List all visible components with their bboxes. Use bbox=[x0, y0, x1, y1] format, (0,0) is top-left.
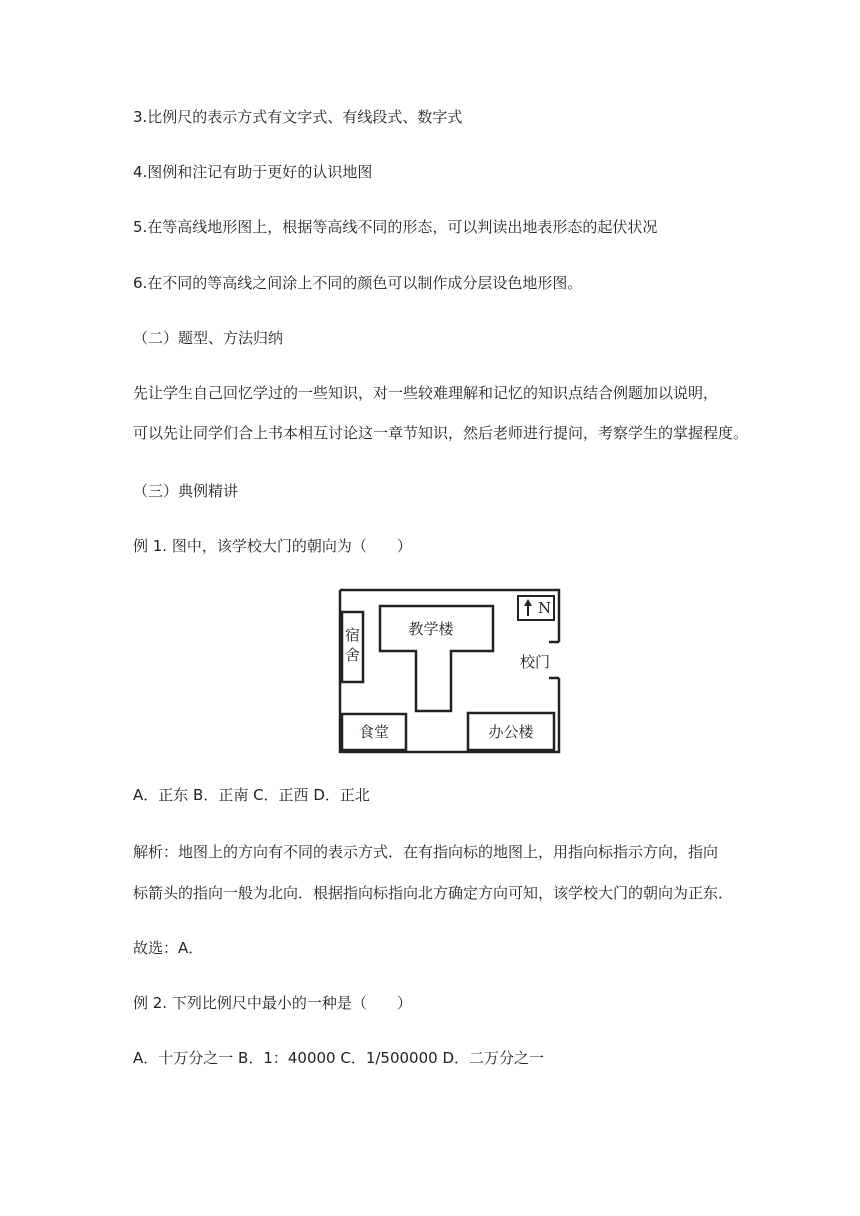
point-6: 6.在不同的等高线之间涂上不同的颜色可以制作成分层设色地形图。 bbox=[133, 274, 583, 292]
office-building-label: 办公楼 bbox=[488, 723, 534, 741]
school-map-figure bbox=[333, 586, 569, 756]
method-paragraph-line-1: 先让学生自己回忆学过的一些知识，对一些较难理解和记忆的知识点结合例题加以说明， bbox=[133, 384, 719, 402]
north-label: N bbox=[538, 599, 552, 617]
teaching-building-label: 教学楼 bbox=[408, 620, 454, 638]
answer-line: 故选：A． bbox=[133, 939, 204, 957]
point-4: 4.图例和注记有助于更好的认识地图 bbox=[133, 163, 373, 181]
gate-label: 校门 bbox=[519, 653, 551, 671]
point-3: 3.比例尺的表示方式有文字式、有线段式、数字式 bbox=[133, 108, 463, 126]
example-1-question: 例 1. 图中，该学校大门的朝向为（ ） bbox=[133, 537, 412, 555]
analysis-line-1: 解析：地图上的方向有不同的表示方式．在有指向标的地图上，用指向标指示方向，指向 bbox=[133, 843, 719, 861]
dorm-label-2: 舍 bbox=[344, 646, 361, 664]
school-map-svg bbox=[333, 586, 569, 756]
analysis-line-2: 标箭头的指向一般为北向．根据指向标指向北方确定方向可知，该学校大门的朝向为正东． bbox=[133, 884, 734, 902]
example-2-options: A．十万分之一 B．1：40000 C．1/500000 D．二万分之一 bbox=[133, 1049, 545, 1067]
method-paragraph-line-2: 可以先让同学们合上书本相互讨论这一章节知识，然后老师进行提问，考察学生的掌握程度。 bbox=[133, 424, 749, 442]
point-5: 5.在等高线地形图上，根据等高线不同的形态，可以判读出地表形态的起伏状况 bbox=[133, 218, 658, 236]
north-arrow-head-icon bbox=[524, 599, 532, 606]
example-1-options: A．正东 B．正南 C．正西 D．正北 bbox=[133, 786, 370, 804]
section-heading-3: （三）典例精讲 bbox=[133, 482, 239, 500]
canteen-label: 食堂 bbox=[358, 723, 390, 741]
section-heading-2: （二）题型、方法归纳 bbox=[133, 329, 284, 347]
dorm-label-1: 宿 bbox=[344, 626, 361, 644]
example-2-question: 例 2. 下列比例尺中最小的一种是（ ） bbox=[133, 994, 412, 1012]
